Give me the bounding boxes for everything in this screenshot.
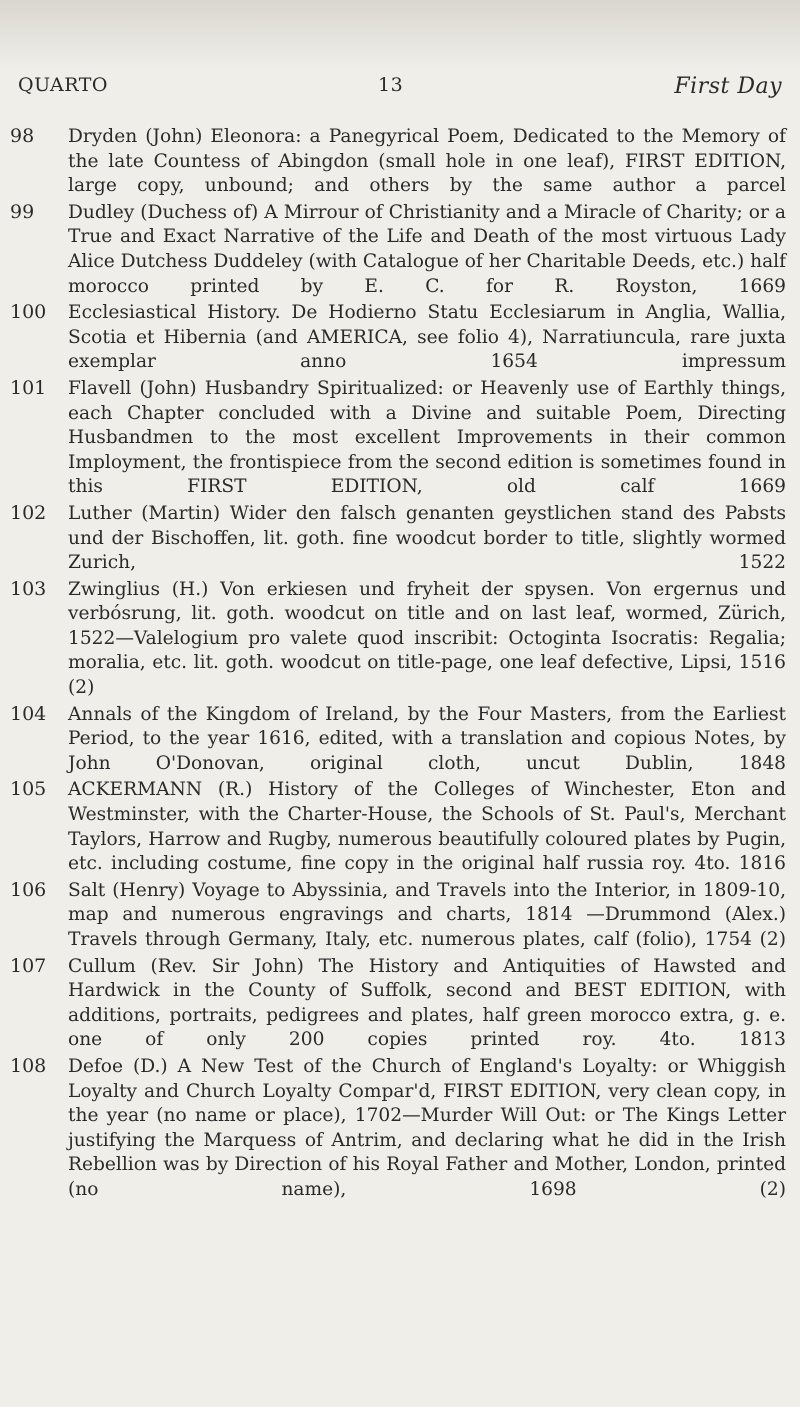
lot-description: Annals of the Kingdom of Ireland, by the Four Masters, from the Earliest Period, to the year 1616, edited, with a translation and copious Notes, by John O'Donovan, original cloth, uncut Dublin, 1848 — [68, 703, 786, 774]
lot-description: Ecclesiastical History. De Hodierno Statu Ecclesiarum in Anglia, Wallia, Scotia et Hibernia (and AMERICA, see folio 4), Narratiuncula, rare juxta exemplar anno 1654 impressum — [68, 302, 786, 373]
catalogue-entry — [10, 377, 786, 500]
lot-number: 99 — [10, 200, 35, 223]
lot-number: 105 — [10, 778, 47, 801]
lot-description: ACKERMANN (R.) History of the Colleges of Winchester, Eton and Westminster, with the Charter-House, the Schools of St. Paul's, Merchant Taylors, Harrow and Rugby, numerous beautifully coloured plates by Pugin, etc. including costume, fine copy in the original half russia roy. 4to. 1816 — [68, 779, 786, 875]
lot-description: Dryden (John) Eleonora: a Panegyrical Poem, Dedicated to the Memory of the late Countess of Abingdon (small hole in one leaf), FIRST EDITION, large copy, unbound; and others by the same author a parcel — [68, 126, 786, 197]
lot-description: Flavell (John) Husbandry Spiritualized: or Heavenly use of Earthly things, each Chapter concluded with a Divine and suitable Poem, Directing Husbandmen to the most excellent Improvements in their common Imployment, the frontispiece from the second edition is sometimes found in this FIRST EDITION, old calf 1669 — [68, 377, 786, 498]
day-label: First Day — [674, 74, 782, 99]
catalogue-entry — [10, 703, 786, 777]
catalogue-entry — [10, 125, 786, 199]
lot-number: 100 — [10, 301, 47, 324]
catalogue-entries — [10, 125, 786, 1205]
lot-number: 98 — [10, 125, 35, 147]
lot-number: 102 — [10, 501, 47, 524]
lot-number: 107 — [10, 954, 47, 977]
lot-description: Cullum (Rev. Sir John) The History and Antiquities of Hawsted and Hardwick in the County of Suffolk, second and BEST EDITION, with additions, portraits, pedigrees and plates, half green morocco extra, g. e. one of only 200 copies printed roy. 4to. 1813 — [68, 955, 786, 1051]
catalogue-entry — [10, 955, 786, 1053]
catalogue-entry — [10, 578, 786, 701]
catalogue-entry — [10, 879, 786, 953]
lot-number: 108 — [10, 1054, 47, 1077]
lot-description: Luther (Martin) Wider den falsch genanten geystlichen stand des Pabsts und der Bischoffen, lit. goth. fine woodcut border to title, slightly wormed Zurich, 1522 — [68, 502, 786, 574]
catalogue-entry — [10, 1055, 786, 1203]
lot-description: Salt (Henry) Voyage to Abyssinia, and Travels into the Interior, in 1809-10, map and numerous engravings and charts, 1814 —Drummond (Alex.) Travels through Germany, Italy, etc. numerous plates, calf (folio), 1754 (2) — [68, 879, 786, 950]
catalogue-entry — [10, 502, 786, 576]
page-number: 13 — [378, 74, 404, 96]
catalogue-entry — [10, 201, 786, 299]
catalogue-entry — [10, 301, 786, 375]
catalogue-entry — [10, 778, 786, 876]
lot-number: 103 — [10, 577, 47, 600]
lot-description: Dudley (Duchess of) A Mirrour of Christianity and a Miracle of Charity; or a True and Exact Narrative of the Life and Death of the most virtuous Lady Alice Dutchess Duddeley (with Catalogue of her Charitable Deeds, etc.) half morocco printed by E. C. for R. Royston, 1669 — [68, 201, 786, 297]
section-label: QUARTO — [18, 74, 108, 96]
lot-number: 104 — [10, 702, 47, 725]
lot-number: 106 — [10, 878, 47, 901]
lot-description: Zwinglius (H.) Von erkiesen und fryheit der spysen. Von ergernus und verbósrung, lit. goth. woodcut on title and on last leaf, wormed, Zürich, 1522—Valelogium pro valete quod inscribit: Octoginta Isocratis: Regalia; moralia, etc. lit. goth. woodcut on title-page, one leaf defective, Lipsi, 1516 (2) — [68, 578, 786, 699]
lot-number: 101 — [10, 376, 47, 399]
page-top-edge — [0, 0, 800, 70]
page-header — [18, 74, 782, 104]
lot-description: Defoe (D.) A New Test of the Church of England's Loyalty: or Whiggish Loyalty and Church Loyalty Compar'd, FIRST EDITION, very clean copy, in the year (no name or place), 1702—Murder Will Out: or The Kings Letter justifying the Marquess of Antrim, and declaring what he did in the Irish Rebellion was by Direction of his Royal Father and Mother, London, printed (no name), 1698 (2) — [68, 1055, 786, 1200]
